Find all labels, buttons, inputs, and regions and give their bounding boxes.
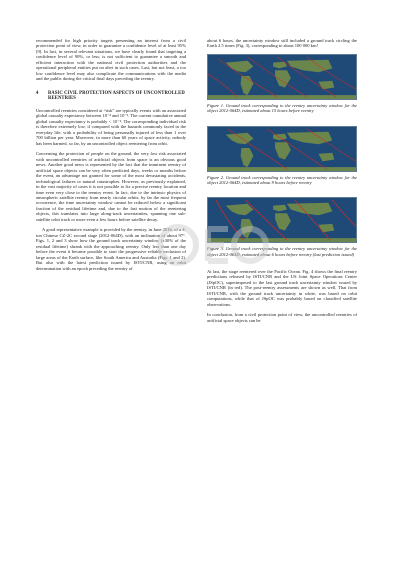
world-map-image — [208, 55, 356, 99]
figure-caption: Figure 1. Ground track corresponding to the reentry uncertainty window for the object 2012-064D, estimated about 15 hours before reentry — [207, 103, 357, 114]
figure-2-map — [207, 126, 357, 172]
paragraph: In conclusion, from a civil protection point of view, the uncontrolled reentries of artificial space objects can be — [207, 312, 357, 323]
section-heading — [36, 91, 186, 102]
right-column — [207, 38, 357, 328]
world-map-image — [208, 127, 356, 171]
paragraph: At last, the stage reentered over the Pacific Ocean. Fig. 4 shows the final reentry predictions released by ISTI/CNR and the US Joint Space Operations Center (JSpOC), superimposed to the last ground track uncertainty window issued by ISTI/CNR (in red). The post-reentry assessments are shown as well. That from ISTI/CNR, with the ground track uncertainty in white, was based on orbit computations, while that of JSpOC was probably based on classified satellite observations. — [207, 268, 357, 307]
section-title: BASIC CIVIL PROTECTION ASPECTS OF UNCONTROLLED REENTRIES — [48, 90, 185, 102]
figure-caption: Figure 3. Ground track corresponding to the reentry uncertainty window for the object 2012-064D, estimated about 6 hours before reentry (last prediction issued) — [207, 246, 357, 257]
paragraph: recommended for high priority targets presenting an interest from a civil protection point of view, in order to guarantee a confidence level of at least 95% [9]. In fact, in several relevant situations, we have clearly found that targeting a confidence level of 90%, or less, is not sufficient to guarantee a smooth and efficient interaction with the national civil protection authorities and the operational peripheral entities put on alert in such cases. Last, but not least, a too low confidence level may also complicate the communications with the media and the public during the critical final days preceding the reentry. — [36, 38, 186, 82]
paragraph: about 6 hours, the uncertainty window still included a ground track circling the Earth 2.5 times (Fig. 3), corresponding to about 100 000 km! — [207, 38, 357, 49]
figure-1-map — [207, 54, 357, 100]
left-column — [36, 38, 186, 276]
section-number: 4 — [36, 90, 39, 96]
figure-caption: Figure 2. Ground track corresponding to the reentry uncertainty window for the object 2012-064D, estimated about 9 hours before reentry — [207, 174, 357, 185]
paragraph: Concerning the protection of people on the ground, the very low risk associated with uncontrolled reentries of artificial objects from space is an obvious good news. Another good news is represented by the fact that the imminent reentry of artificial space objects can be very often predicted days, weeks or months before the event, an advantage not granted for some of the most devastating accidents, technological failures or natural catastrophes. However, as previously explained, in the vast majority of cases it is not possible to fix a precise reentry location and time even very close to the reentry event. In fact, due to the intrinsic physics of atmospheric satellite reentry from nearly circular orbits, by far the most frequent occurrence, the time uncertainty window cannot be reduced below a significant fraction of the residual lifetime and, due to the fast motion of the reentering objects, this translates into large along-track uncertainties, spanning one sub-satellite orbit track or more even a few hours before satellite decay. — [36, 151, 186, 222]
world-map-image — [208, 198, 356, 242]
figure-3-map — [207, 197, 357, 243]
paragraph: Uncontrolled reentries considered at “risk” are typically events with an associated global casualty expectancy between 10⁻⁴ and 10⁻². The current cumulative annual global casualty expectancy is probably < 10⁻². The corresponding individual risk is therefore extremely low, if compared with the hazards commonly faced in the everyday life, with a probability of being personally injured of less than 1 over 700 billion per year. Moreover, in more than 60 years of space activity, nobody has been harmed, so far, by an uncontrolled object reentering from orbit. — [36, 108, 186, 146]
paragraph: A good representative example is provided by the reentry, in June 2016, of a 4-ton Chinese CZ-2C second stage (2012-064D), with an inclination of about 97°. Figs. 1, 2 and 3 show how the ground track uncertainty window (±30% of the residual lifetime) shrank with the approaching reentry. Only less than one day before the event it became possible to start the progressive reliable exclusion of large areas of the Earth surface, like South America and Australia (Figs. 1 and 2). But also with the latest prediction issued by ISTI/CNR, using an orbit determination with an epoch preceding the reentry of — [36, 227, 186, 271]
